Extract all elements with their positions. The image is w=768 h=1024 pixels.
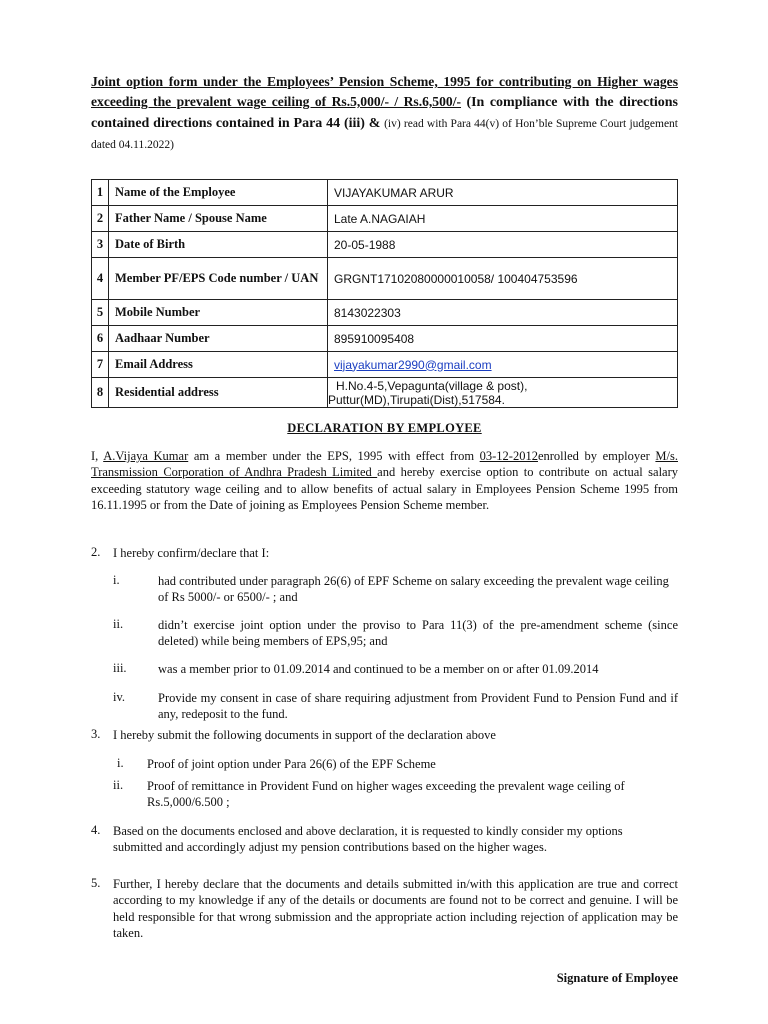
title-rest: (iv) read with Para 44(v) of Hon’ble Supreme Court judgement dated 04.11.2022) <box>91 118 678 151</box>
sub-item-text: didn’t exercise joint option under the proviso to Para 11(3) of the pre-amendment scheme (since deleted) while being members of EPS,95; and <box>158 618 678 649</box>
row-label: Mobile Number <box>109 300 328 326</box>
table-row <box>92 180 678 206</box>
email-cell <box>328 352 678 378</box>
address-line-1: H.No.4-5,Vepagunta(village & post), <box>336 378 528 393</box>
item-number: 2. <box>91 545 101 559</box>
sub-item-text: Provide my consent in case of share requiring adjustment from Provident Fund to Pension Fund and if any, redeposit to the fund. <box>158 691 678 722</box>
sub-item-number: iv. <box>113 690 126 704</box>
decl-text: am a member under the EPS, 1995 with effect from <box>188 449 480 463</box>
row-number: 8 <box>92 378 109 408</box>
uan-value: GRGNT17102080000010058/ 100404753596 <box>328 258 678 300</box>
employee-name-value: VIJAYAKUMAR ARUR <box>328 180 678 206</box>
row-label: Email Address <box>109 352 328 378</box>
row-number: 7 <box>92 352 109 378</box>
form-title <box>91 72 678 155</box>
title-compliance: (In compliance with the directions contained directions contained in Para 44 (iii) <box>91 95 679 131</box>
decl-text: enrolled by employer <box>537 449 656 463</box>
decl-text: I, <box>91 449 104 463</box>
row-number: 5 <box>92 300 109 326</box>
aadhaar-value: 895910095408 <box>328 326 678 352</box>
father-name-value: Late A.NAGAIAH <box>328 206 678 232</box>
decl-text: and hereby exercise option to contribute on actual salary exceeding statutory wage ceiling and to allow benefits of actual salary in Employees Pension Scheme 1995 from 16.11.1995 or from the Date of joining as Employees Pension Scheme member. <box>91 465 678 512</box>
title-amp: & <box>368 116 381 131</box>
sub-item-number: iii. <box>113 661 127 675</box>
item-text: Based on the documents enclosed and above declaration, it is requested to kindly consider my options submitted and accordingly adjust my pension contributions based on the higher wages. <box>113 824 623 855</box>
sub-item-text: had contributed under paragraph 26(6) of EPF Scheme on salary exceeding the prevalent wage ceiling of Rs 5000/- or 6500/- ; and <box>158 574 669 605</box>
row-number: 1 <box>92 180 109 206</box>
table-row <box>92 232 678 258</box>
address-line-2: Puttur(MD),Tirupati(Dist),517584. <box>328 392 505 407</box>
sub-item-text: Proof of joint option under Para 26(6) of the EPF Scheme <box>147 757 436 771</box>
sub-item-number: i. <box>117 756 124 770</box>
item-number: 3. <box>91 727 101 741</box>
table-row <box>92 206 678 232</box>
sub-item-number: ii. <box>113 778 124 792</box>
membership-date: 03-12-2012 <box>479 449 538 463</box>
row-number: 4 <box>92 258 109 300</box>
row-label: Date of Birth <box>109 232 328 258</box>
sub-item-number: ii. <box>113 617 124 631</box>
table-row <box>92 352 678 378</box>
item-text: I hereby submit the following documents in support of the declaration above <box>113 728 496 742</box>
row-label: Aadhaar Number <box>109 326 328 352</box>
mobile-value: 8143022303 <box>328 300 678 326</box>
row-number: 3 <box>92 232 109 258</box>
row-label: Member PF/EPS Code number / UAN <box>109 258 328 300</box>
title-main: Joint option form under the Employees’ Pension Scheme, 1995 for contributing on Higher wages exceeding the prevalent wage ceiling of Rs.5,000/- / Rs.6,500/- <box>91 74 678 109</box>
table-row <box>92 378 678 408</box>
item-text: Further, I hereby declare that the documents and details submitted in/with this application are true and correct according to my knowledge if any of the details or documents are found not to be correct and genuine. I will be held responsible for that wrong submission and the appropriate action including rejection of application may be taken. <box>113 877 678 940</box>
signature-label: Signature of Employee <box>556 971 678 985</box>
declaration-heading: DECLARATION BY EMPLOYEE <box>287 421 482 435</box>
employee-details-table <box>91 179 678 408</box>
item-text: I hereby confirm/declare that I: <box>113 546 270 560</box>
row-label: Residential address <box>109 378 328 408</box>
row-number: 2 <box>92 206 109 232</box>
item-number: 4. <box>91 823 101 837</box>
row-number: 6 <box>92 326 109 352</box>
sub-item-text: was a member prior to 01.09.2014 and continued to be a member on or after 01.09.2014 <box>158 662 599 676</box>
address-value <box>328 378 678 408</box>
email-link[interactable]: vijayakumar2990@gmail.com <box>334 357 492 372</box>
table-row <box>92 258 678 300</box>
table-row <box>92 326 678 352</box>
employer-name: M/s. Transmission Corporation of Andhra Pradesh Limited <box>91 449 678 480</box>
row-label: Name of the Employee <box>109 180 328 206</box>
table-row <box>92 300 678 326</box>
employee-name: A.Vijaya Kumar <box>103 449 189 463</box>
sub-item-number: i. <box>113 573 120 587</box>
declaration-paragraph <box>91 448 678 513</box>
sub-item-text: Proof of remittance in Provident Fund on higher wages exceeding the prevalent wage ceiling of Rs.5,000/6.500 ; <box>147 779 625 810</box>
dob-value: 20-05-1988 <box>328 232 678 258</box>
item-number: 5. <box>91 876 101 890</box>
row-label: Father Name / Spouse Name <box>109 206 328 232</box>
